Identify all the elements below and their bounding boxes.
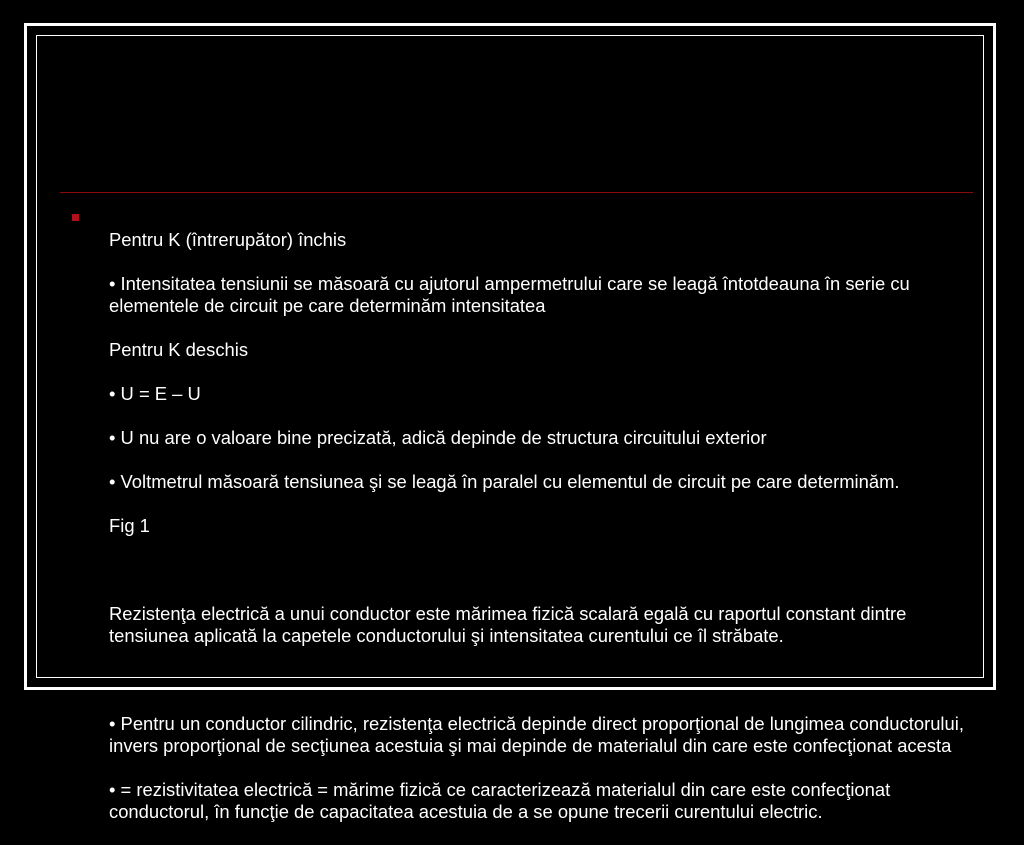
slide-body-text — [109, 207, 969, 845]
square-bullet-icon — [72, 214, 79, 221]
blank-line — [109, 669, 969, 691]
body-line: • = rezistivitatea electrică = mărime fizică ce caracterizează materialul din care este confecţionat conductorul, în funcţie de capacitatea acestuia de a se opune trecerii curentului electric. — [109, 779, 891, 822]
body-line: • Pentru un conductor cilindric, rezistenţa electrică depinde direct proporţional de lungimea conductorului, invers proporţional de secţiunea acestuia şi mai depinde de materialul din care este confecţionat acesta — [109, 713, 964, 756]
body-line: Rezistenţa electrică a unui conductor este mărimea fizică scalară egală cu raportul constant dintre tensiunea aplicată la capetele conductorului şi intensitatea curentului ce îl străbate. — [109, 603, 907, 646]
body-line: • Voltmetrul măsoară tensiunea şi se leagă în paralel cu elementul de circuit pe care determinăm. — [109, 471, 900, 492]
body-line: Pentru K deschis — [109, 339, 249, 360]
body-line: • U nu are o valoare bine precizată, adică depinde de structura circuitului exterior — [109, 427, 767, 448]
body-line: Pentru K (întrerupător) închis — [109, 229, 347, 250]
body-line: • U = E – U — [109, 383, 201, 404]
body-line: • Intensitatea tensiunii se măsoară cu ajutorul ampermetrului care se leagă întotdeauna în serie cu elementele de circuit pe care determinăm intensitatea — [109, 273, 910, 316]
blank-line — [109, 559, 969, 581]
title-divider-line — [60, 192, 973, 193]
body-line: Fig 1 — [109, 515, 150, 536]
